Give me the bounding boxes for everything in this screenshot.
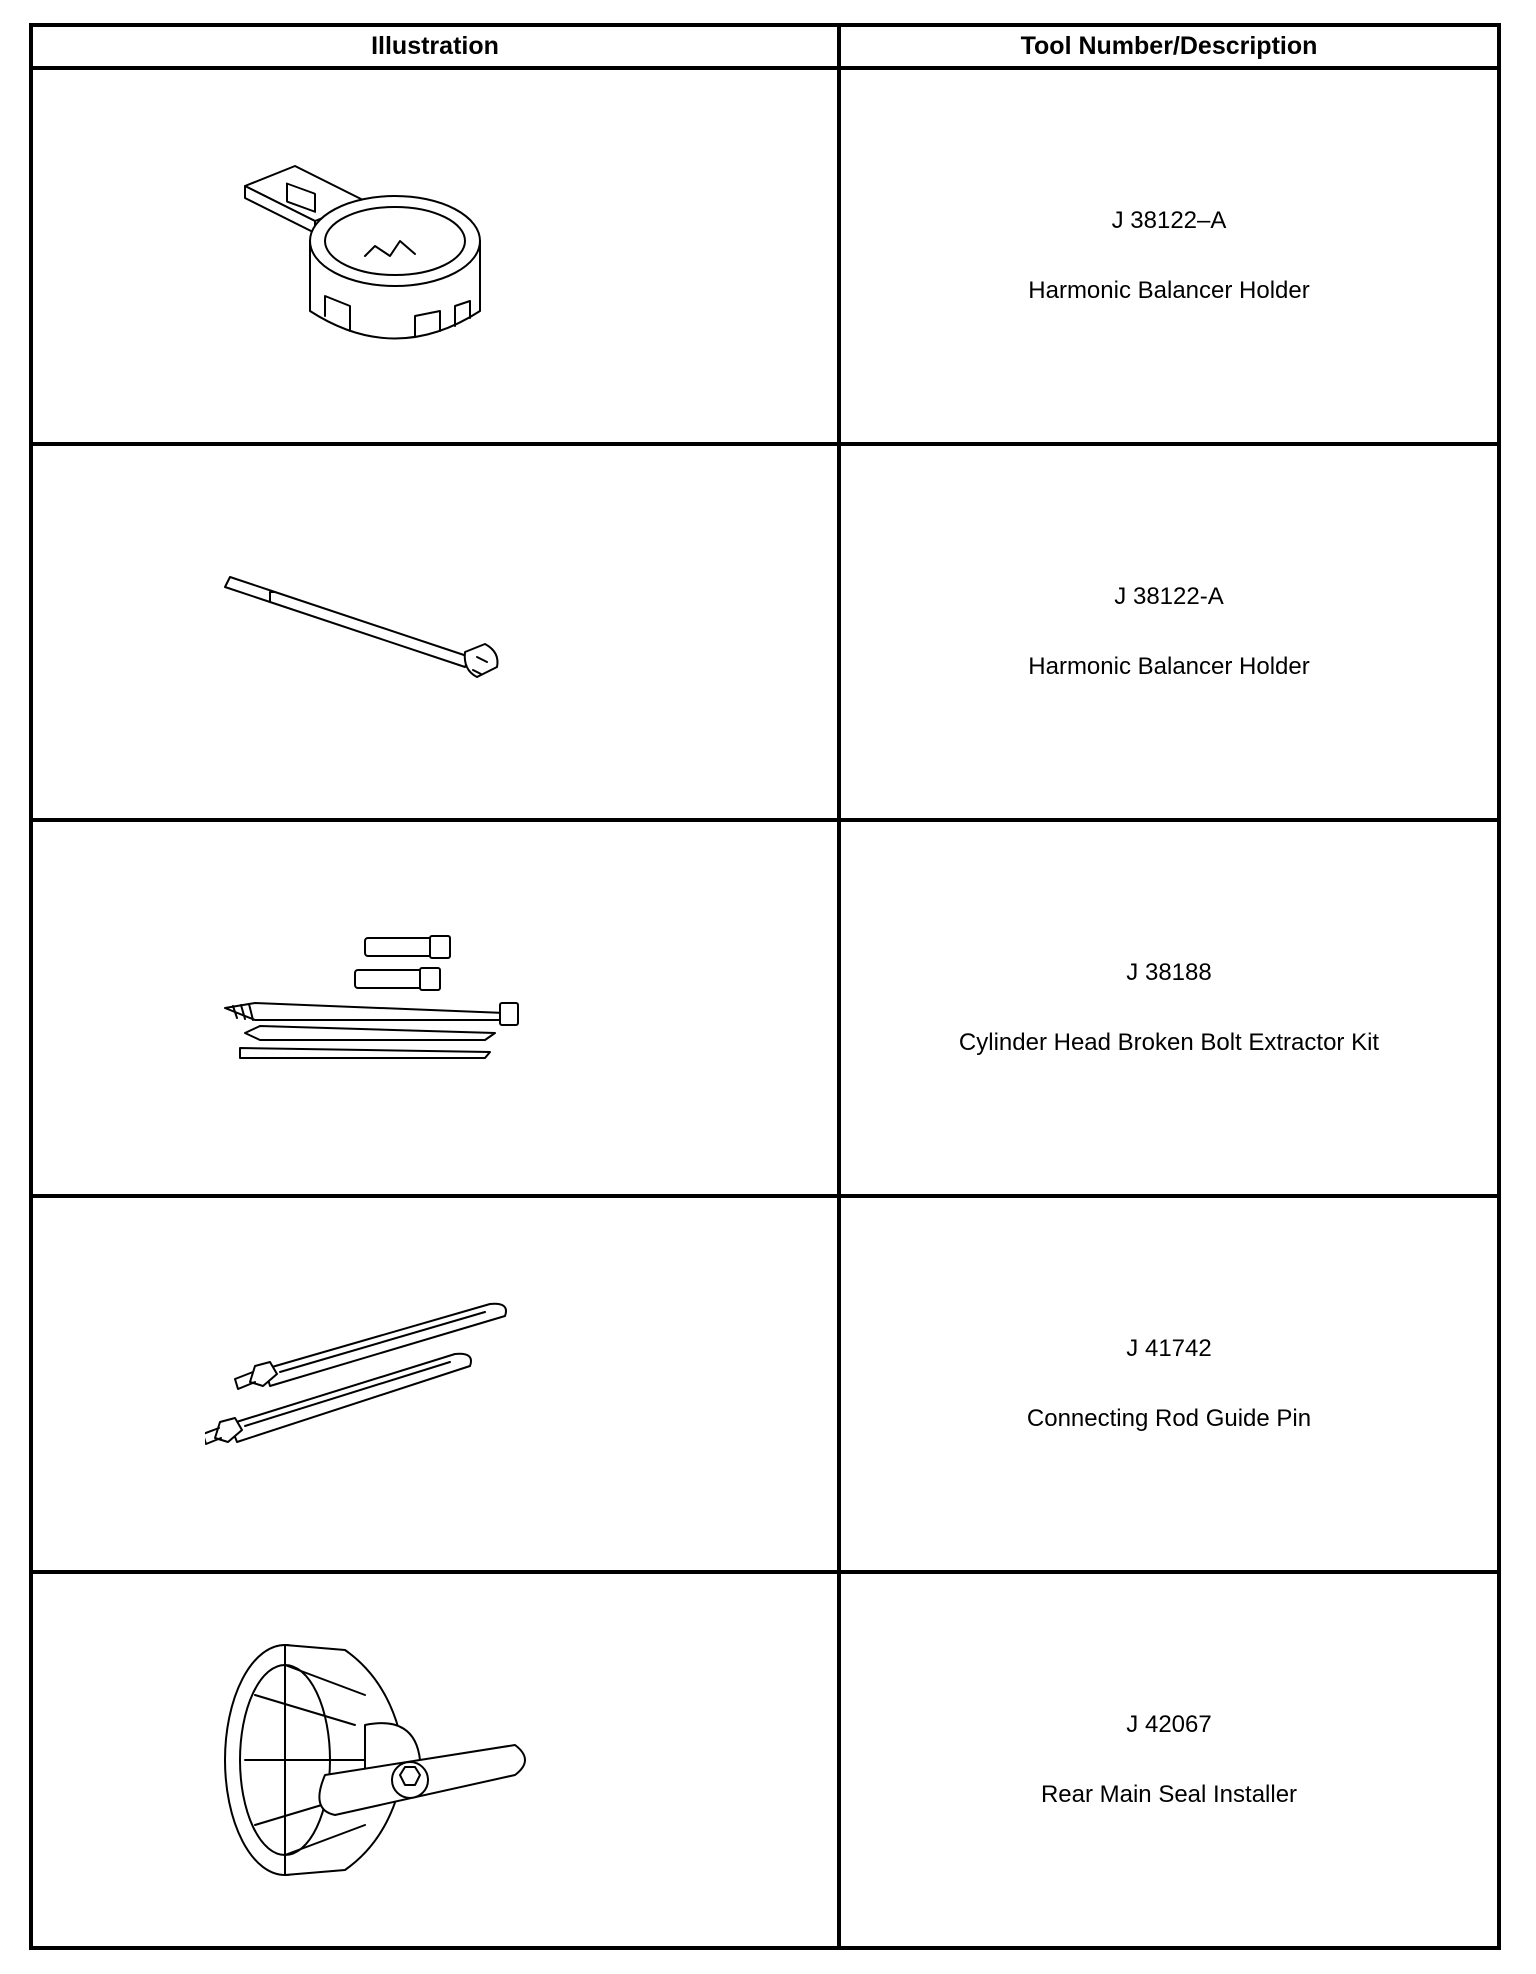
harmonic-balancer-holder-icon <box>225 146 525 366</box>
bolt-extractor-kit-icon <box>215 928 535 1088</box>
table-row <box>31 1572 1499 1948</box>
guide-pin-icon <box>205 1294 545 1474</box>
illustration-cell <box>31 820 839 1196</box>
illustration-cell <box>31 444 839 820</box>
illustration-header: Illustration <box>31 25 839 68</box>
table-row <box>31 444 1499 820</box>
description-cell <box>839 1572 1499 1948</box>
tool-number: J 38122-A <box>1114 583 1224 610</box>
tool-description: Harmonic Balancer Holder <box>1028 277 1310 304</box>
tool-description: Cylinder Head Broken Bolt Extractor Kit <box>958 1029 1380 1056</box>
holder-bolt-rod-icon <box>215 562 535 702</box>
description-header: Tool Number/Description <box>839 25 1499 68</box>
table-row <box>31 1196 1499 1572</box>
tool-description: Rear Main Seal Installer <box>1040 1781 1298 1808</box>
tool-number: J 38188 <box>1126 959 1212 986</box>
description-cell <box>839 444 1499 820</box>
illustration-cell <box>31 1196 839 1572</box>
header-row <box>31 25 1499 68</box>
tool-number: J 38122–A <box>1111 207 1227 234</box>
special-tools-table <box>29 23 1501 1950</box>
description-cell <box>839 68 1499 444</box>
tool-number: J 42067 <box>1126 1711 1212 1738</box>
description-cell <box>839 1196 1499 1572</box>
tool-description: Connecting Rod Guide Pin <box>1026 1405 1312 1432</box>
illustration-cell <box>31 1572 839 1948</box>
tool-description: Harmonic Balancer Holder <box>1028 653 1310 680</box>
seal-installer-icon <box>215 1635 535 1885</box>
illustration-cell <box>31 68 839 444</box>
description-cell <box>839 820 1499 1196</box>
table-row <box>31 68 1499 444</box>
table-row <box>31 820 1499 1196</box>
tool-number: J 41742 <box>1126 1335 1212 1362</box>
